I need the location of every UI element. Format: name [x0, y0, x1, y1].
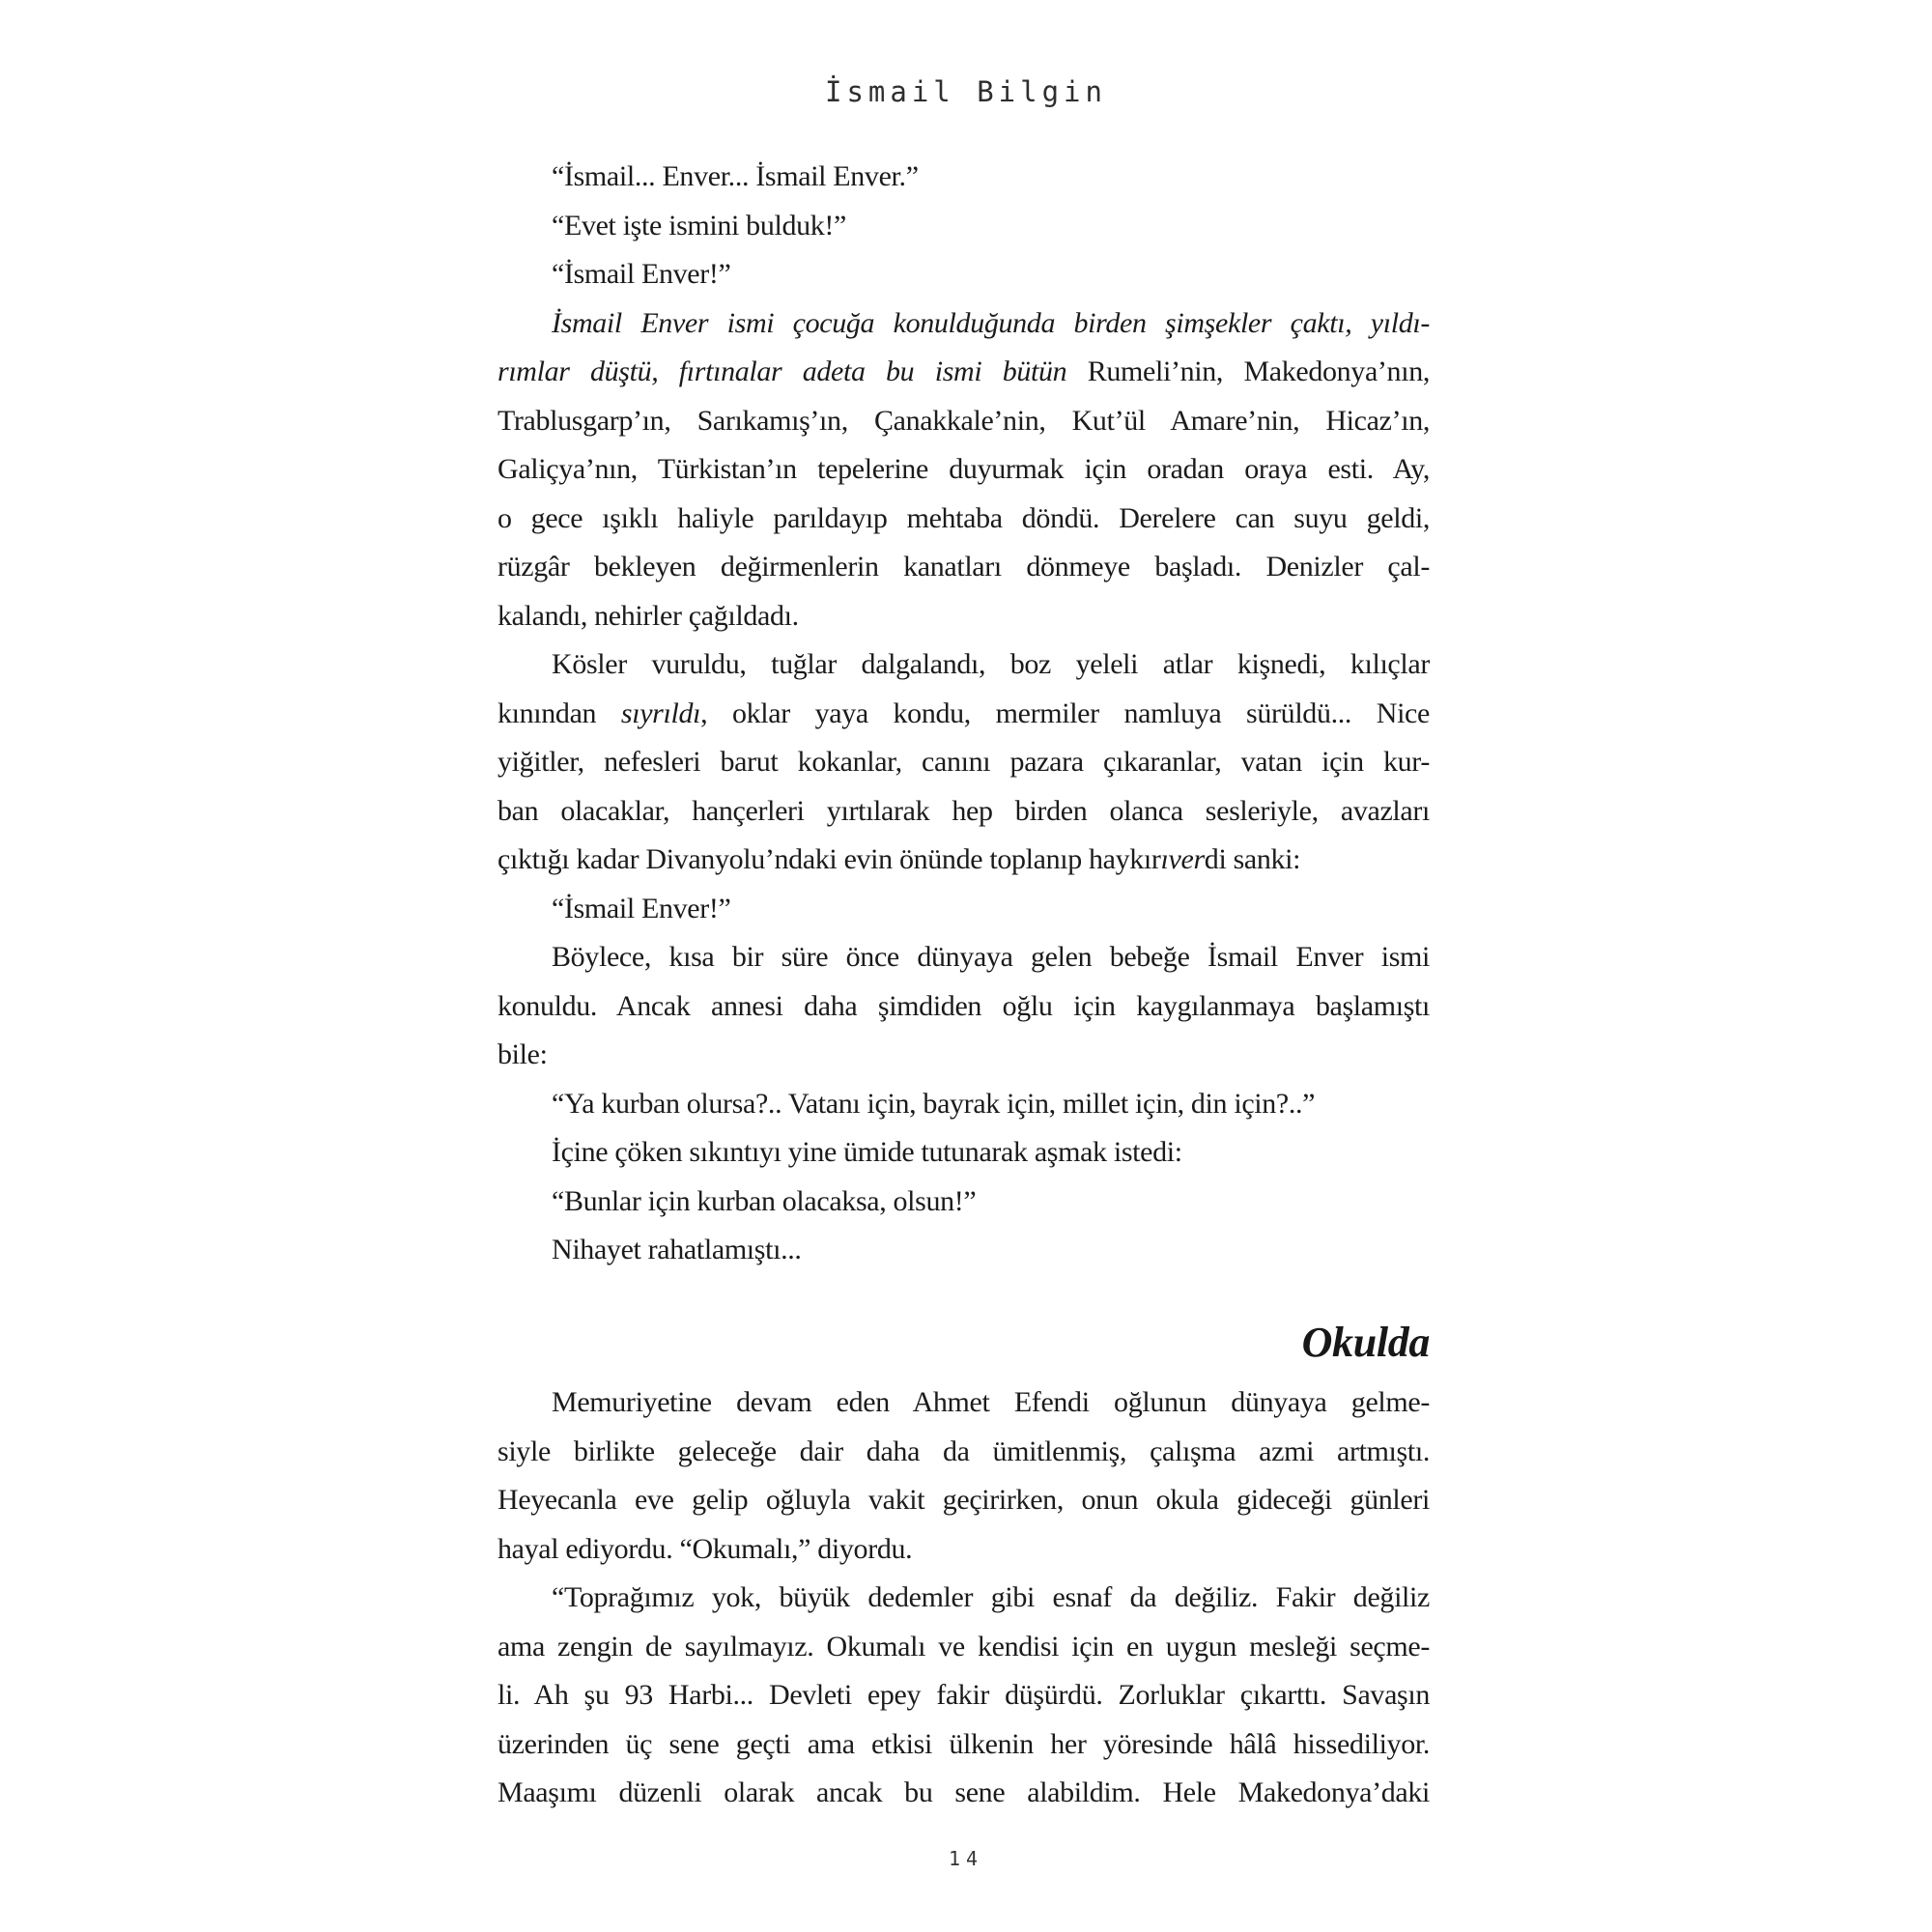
- text-segment: Nihayet rahatlamıştı...: [552, 1234, 802, 1265]
- text-line: [497, 250, 1430, 299]
- text-line: [497, 1525, 1430, 1575]
- text-segment: kınından: [497, 696, 621, 729]
- text-line: [497, 397, 1430, 446]
- text-segment: bile:: [497, 1038, 548, 1070]
- text-line: [497, 1476, 1430, 1525]
- text-line: [497, 933, 1430, 982]
- text-line: [497, 982, 1430, 1032]
- text-line: [497, 690, 1430, 739]
- italic-text-segment: rımlar düştü, fırtınalar adeta bu ismi bütün: [497, 355, 1088, 387]
- text-line: [497, 495, 1430, 544]
- text-line: [497, 299, 1430, 349]
- text-line: [497, 1226, 1430, 1275]
- text-line: [497, 1128, 1430, 1178]
- text-segment: Galiçya’nın, Türkistan’ın tepelerine duyurmak için oradan oraya esti. Ay,: [497, 453, 1430, 485]
- text-segment: Kösler vuruldu, tuğlar dalgalandı, boz yeleli atlar kişnedi, kılıçlar: [552, 648, 1430, 680]
- italic-text-segment: ıver: [1160, 843, 1205, 875]
- body-text-block-2: [497, 1378, 1430, 1818]
- text-segment: İçine çöken sıkıntıyı yine ümide tutunarak aşmak istedi:: [552, 1136, 1182, 1168]
- body-text-block-1: [497, 153, 1430, 1275]
- italic-text-segment: sıyrıldı: [620, 696, 701, 729]
- text-segment: “İsmail Enver!”: [552, 892, 731, 924]
- running-header: İsmail Bilgin: [825, 75, 1107, 108]
- text-segment: ban olacaklar, hançerleri yırtılarak hep birden olanca sesleriyle, avazları: [497, 794, 1430, 827]
- text-line: [497, 787, 1430, 837]
- text-line: [497, 543, 1430, 592]
- text-segment: kalandı, nehirler çağıldadı.: [497, 599, 799, 632]
- text-segment: li. Ah şu 93 Harbi... Devleti epey fakir düşürdü. Zorluklar çıkarttı. Savaşın: [497, 1679, 1430, 1711]
- text-segment: “Bunlar için kurban olacaksa, olsun!”: [552, 1184, 977, 1217]
- text-line: [497, 1623, 1430, 1672]
- text-segment: Maaşımı düzenli olarak ancak bu sene alabildim. Hele Makedonya’daki: [497, 1776, 1430, 1808]
- text-line: [497, 202, 1430, 251]
- text-segment: “Evet işte ismini bulduk!”: [552, 209, 847, 242]
- text-line: [497, 836, 1430, 885]
- text-segment: yiğitler, nefesleri barut kokanlar, canını pazara çıkaranlar, vatan için kur-: [497, 746, 1430, 778]
- text-segment: o gece ışıklı haliyle parıldayıp mehtaba döndü. Derelere can suyu geldi,: [497, 501, 1430, 534]
- text-line: [497, 1080, 1430, 1129]
- text-segment: di sanki:: [1204, 843, 1301, 875]
- text-segment: Trablusgarp’ın, Sarıkamış’ın, Çanakkale’nin, Kut’ül Amare’nin, Hicaz’ın,: [497, 404, 1430, 437]
- text-segment: , oklar yaya kondu, mermiler namluya sürüldü... Nice: [700, 696, 1430, 729]
- text-segment: Rumeli’nin, Makedonya’nın,: [1087, 355, 1430, 387]
- text-line: [497, 1178, 1430, 1227]
- text-segment: Böylece, kısa bir süre önce dünyaya gelen bebeğe İsmail Enver ismi: [552, 941, 1430, 973]
- text-segment: Heyecanla eve gelip oğluyla vakit geçirirken, onun okula gideceği günleri: [497, 1484, 1430, 1516]
- text-segment: “Toprağımız yok, büyük dedemler gibi esnaf da değiliz. Fakir değiliz: [552, 1581, 1430, 1613]
- text-segment: “Ya kurban olursa?.. Vatanı için, bayrak için, millet için, din için?..”: [552, 1087, 1316, 1120]
- text-line: [497, 738, 1430, 787]
- text-segment: “İsmail Enver!”: [552, 258, 731, 290]
- text-line: [497, 153, 1430, 202]
- text-line: [497, 1378, 1430, 1428]
- text-line: [497, 1428, 1430, 1477]
- text-segment: çıktığı kadar Divanyolu’ndaki evin önünde toplanıp haykır: [497, 843, 1161, 875]
- text-line: [497, 1031, 1430, 1080]
- text-line: [497, 1720, 1430, 1770]
- text-segment: konuldu. Ancak annesi daha şimdiden oğlu için kaygılanmaya başlamıştı: [497, 989, 1430, 1022]
- italic-text-segment: İsmail Enver ismi çocuğa konulduğunda birden şimşekler çaktı, yıldı-: [552, 306, 1430, 339]
- text-segment: siyle birlikte geleceğe dair daha da ümitlenmiş, çalışma azmi artmıştı.: [497, 1435, 1430, 1467]
- text-line: [497, 885, 1430, 934]
- page-number: 14: [948, 1847, 984, 1870]
- text-line: [497, 1671, 1430, 1720]
- text-line: [497, 1574, 1430, 1623]
- text-segment: üzerinden üç sene geçti ama etkisi ülkenin her yöresinde hâlâ hissediliyor.: [497, 1727, 1430, 1760]
- text-line: [497, 592, 1430, 641]
- text-line: [497, 445, 1430, 495]
- text-segment: Memuriyetine devam eden Ahmet Efendi oğlunun dünyaya gelme-: [552, 1386, 1430, 1418]
- text-segment: hayal ediyordu. “Okumalı,” diyordu.: [497, 1532, 913, 1565]
- text-segment: “İsmail... Enver... İsmail Enver.”: [552, 160, 919, 192]
- page-body: [497, 153, 1430, 1818]
- text-segment: ama zengin de sayılmayız. Okumalı ve kendisi için en uygun mesleği seçme-: [497, 1630, 1430, 1662]
- section-heading: Okulda: [1301, 1318, 1430, 1366]
- text-line: [497, 640, 1430, 690]
- text-line: [497, 1769, 1430, 1818]
- text-line: [497, 348, 1430, 397]
- text-segment: rüzgâr bekleyen değirmenlerin kanatları dönmeye başladı. Denizler çal-: [497, 551, 1430, 582]
